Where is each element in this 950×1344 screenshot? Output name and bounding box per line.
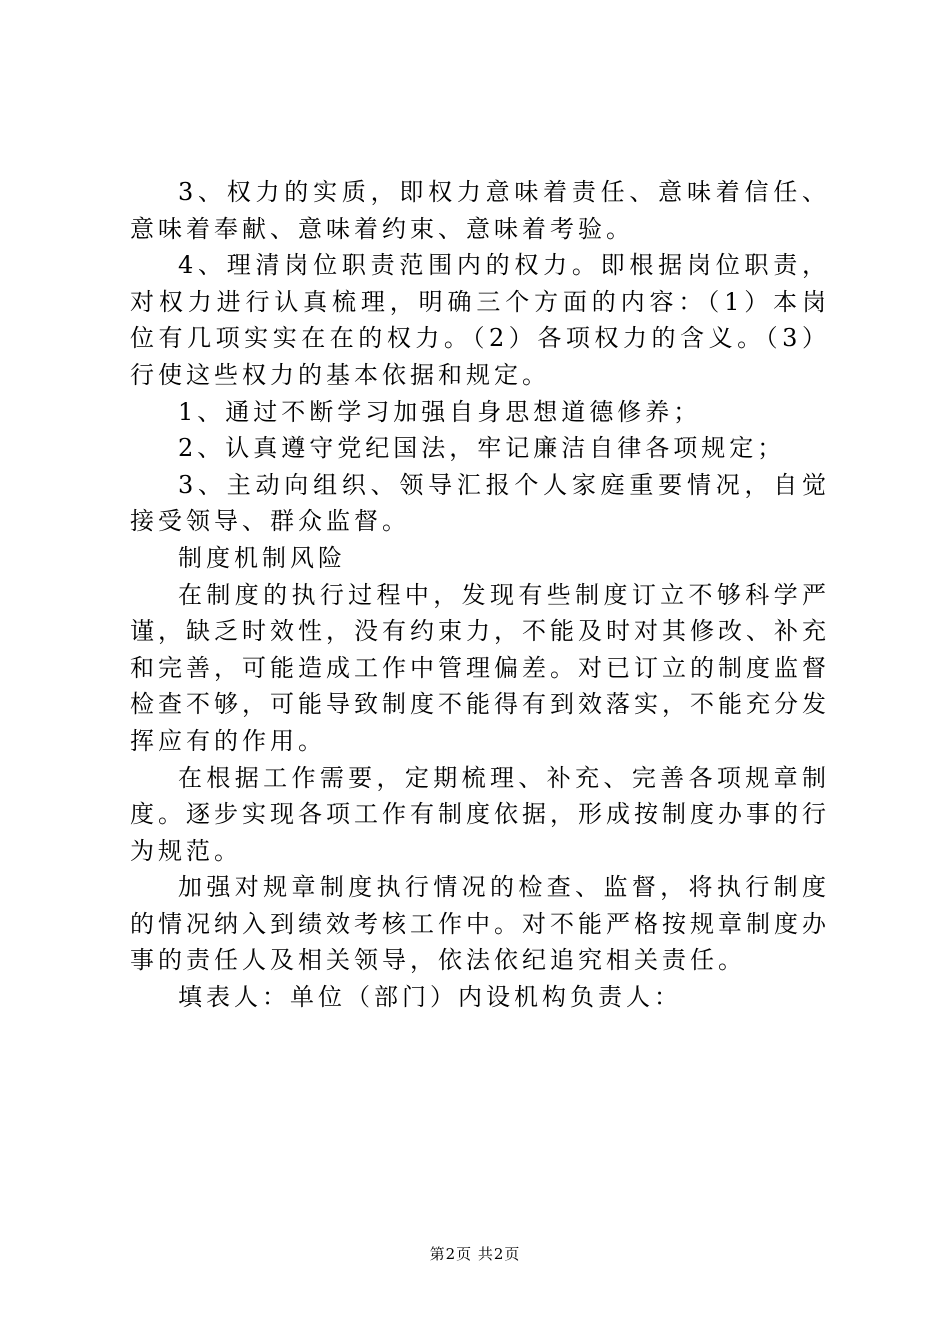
- page-number-footer: 第2页 共2页: [429, 1245, 521, 1263]
- form-filler-line: 填表人：单位（部门）内设机构负责人：: [178, 983, 682, 1012]
- paragraph-system-improvement: 在根据工作需要，定期梳理、补充、完善各项规章制度。逐步实现各项工作有制度依据，形成按制度办事的行为规范。: [130, 763, 830, 865]
- paragraph-measure-study: 1、通过不断学习加强自身思想道德修养；: [178, 397, 702, 426]
- paragraph-system-supervision: 加强对规章制度执行情况的检查、监督，将执行制度的情况纳入到绩效考核工作中。对不能严格按规章制度办事的责任人及相关领导，依法依纪追究相关责任。: [130, 873, 830, 975]
- section-heading-system-risk: 制度机制风险: [178, 543, 346, 572]
- paragraph-power-essence: 3、权力的实质，即权力意味着责任、意味着信任、意味着奉献、意味着约束、意味着考验。: [130, 178, 830, 243]
- paragraph-clarify-powers: 4、理清岗位职责范围内的权力。即根据岗位职责，对权力进行认真梳理，明确三个方面的内容：（1）本岗位有几项实实在在的权力。（2）各项权力的含义。（3）行使这些权力的基本依据和规定。: [130, 251, 830, 389]
- document-body: [130, 174, 830, 1016]
- paragraph-measure-report: 3、主动向组织、领导汇报个人家庭重要情况，自觉接受领导、群众监督。: [130, 470, 830, 536]
- paragraph-measure-discipline: 2、认真遵守党纪国法，牢记廉洁自律各项规定；: [178, 434, 786, 463]
- paragraph-system-risk-description: 在制度的执行过程中，发现有些制度订立不够科学严谨，缺乏时效性，没有约束力，不能及时对其修改、补充和完善，可能造成工作中管理偏差。对已订立的制度监督检查不够，可能导致制度不能得有到效落实，不能充分发挥应有的作用。: [130, 580, 830, 755]
